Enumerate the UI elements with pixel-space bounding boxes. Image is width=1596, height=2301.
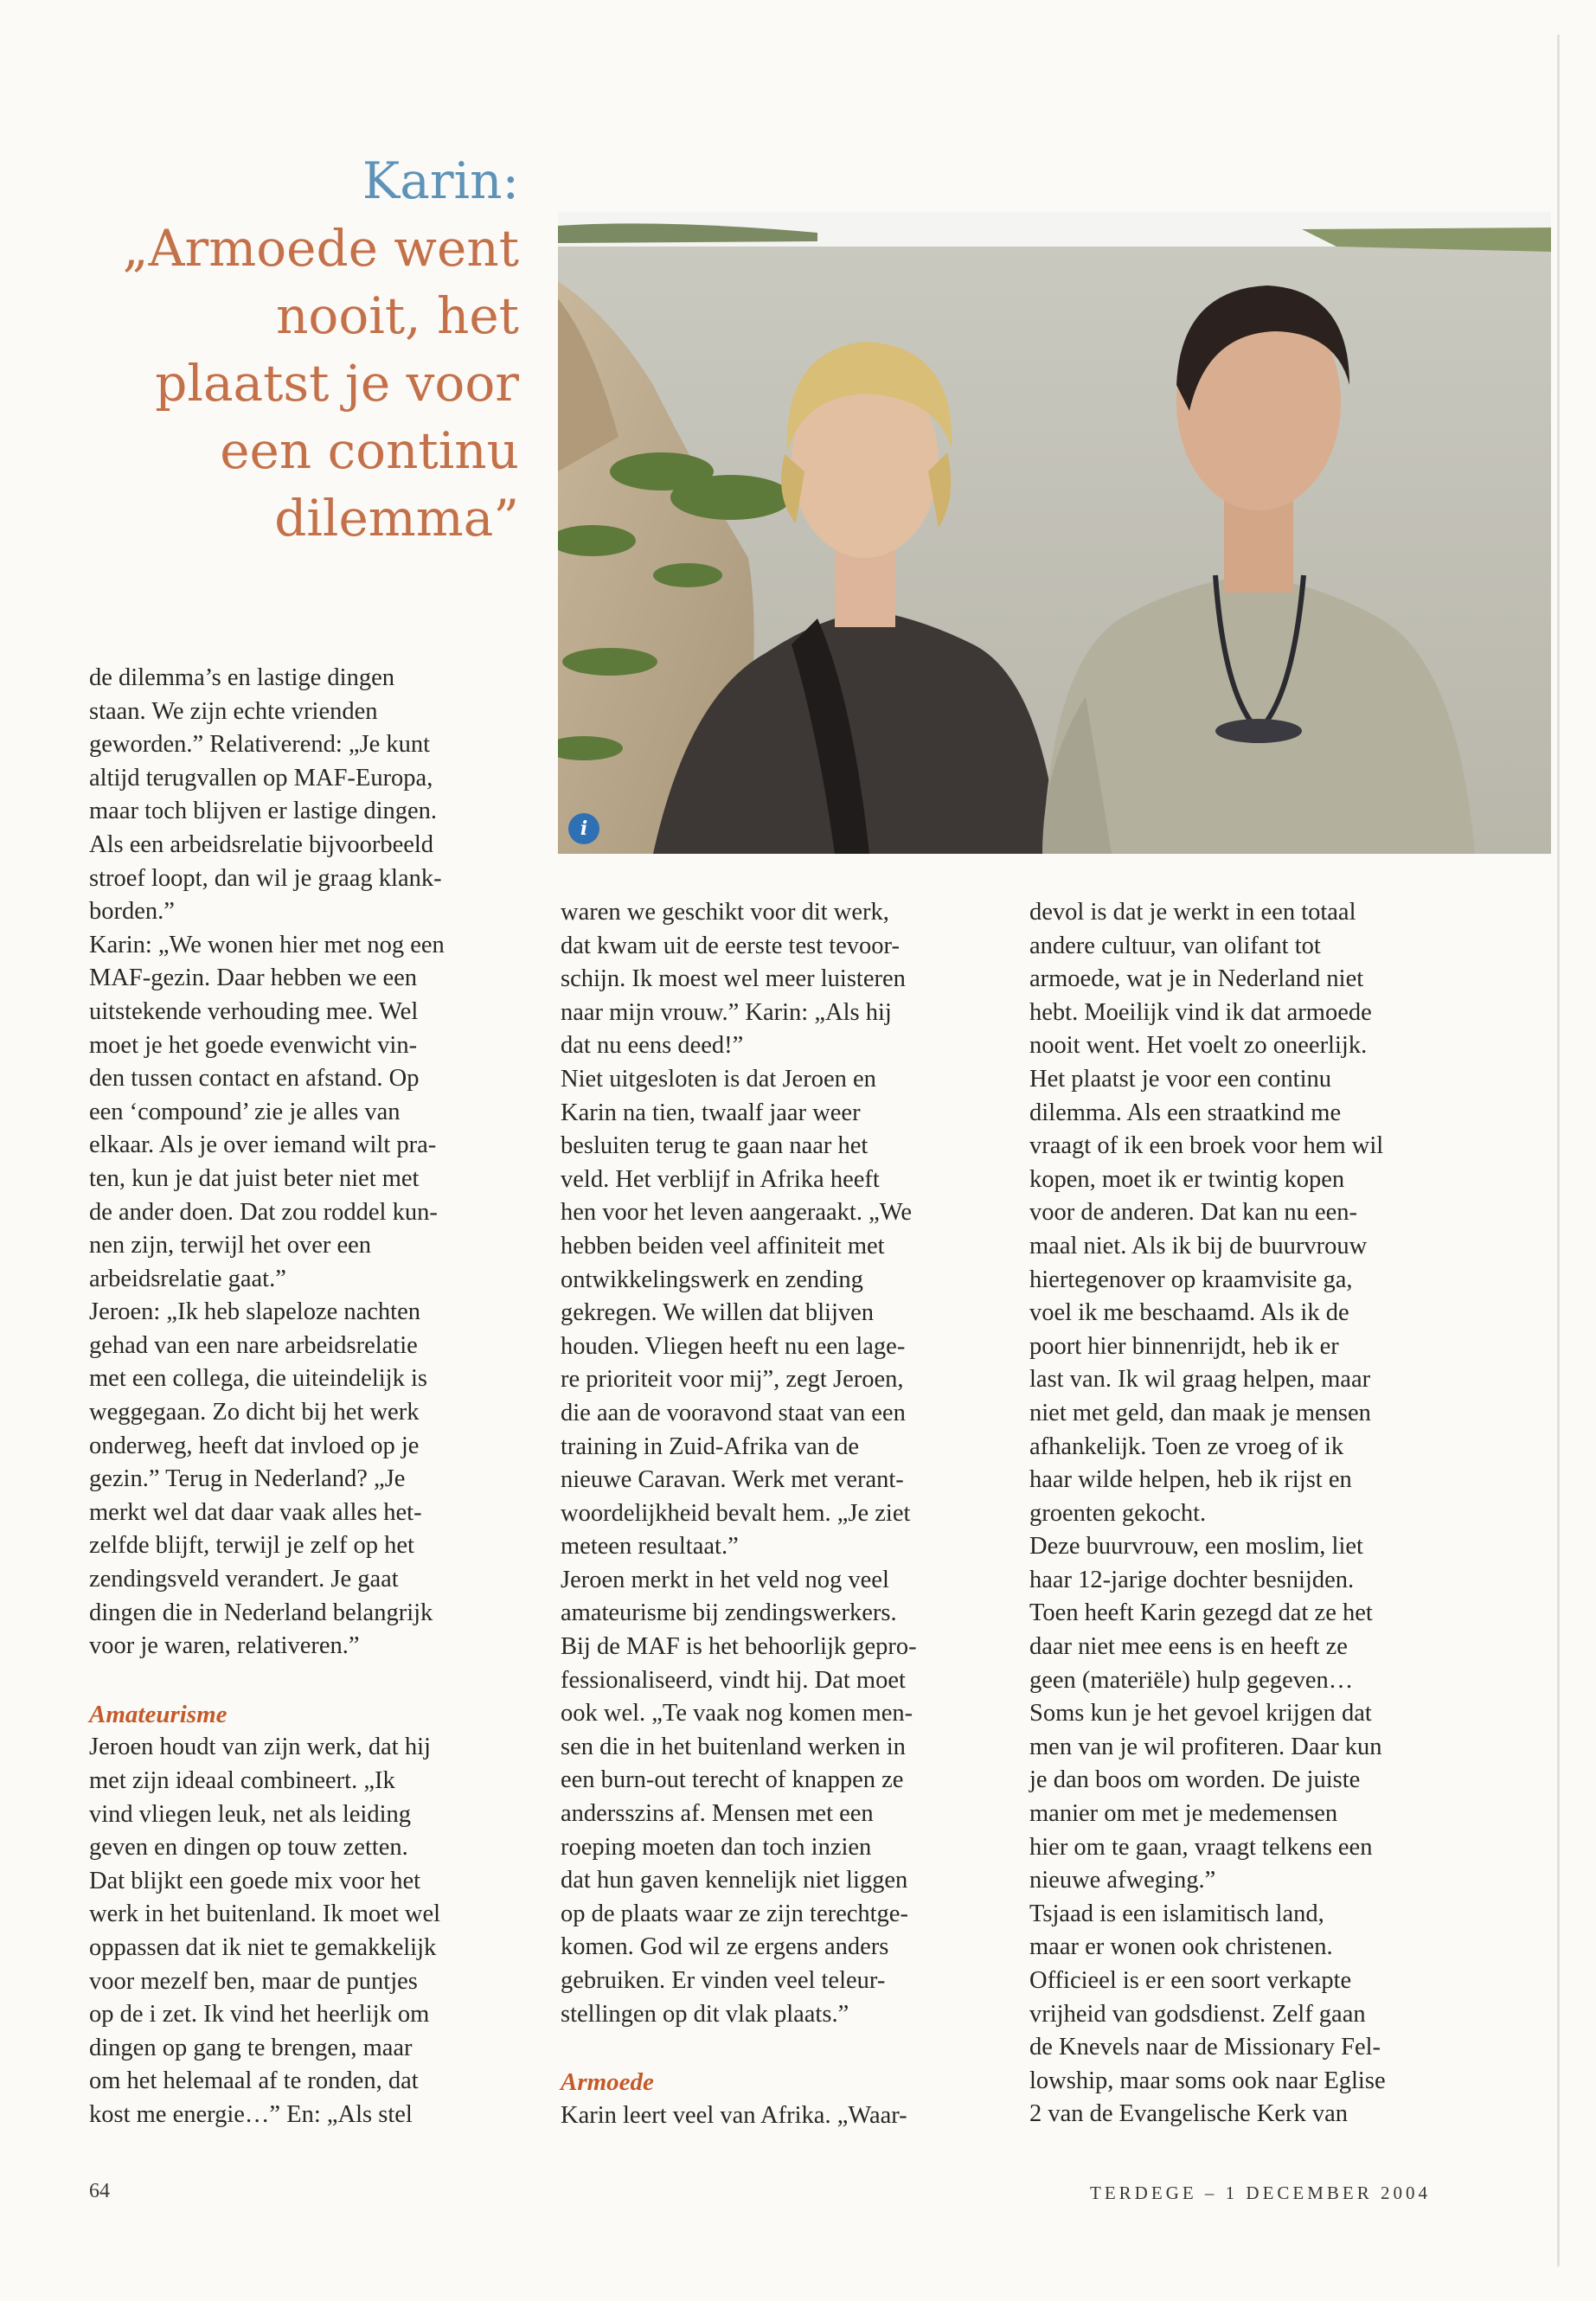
section-heading-armoede: Armoede [561, 2068, 654, 2097]
pull-quote-headline [87, 147, 519, 552]
headline-quote-line: nooit, het [276, 286, 519, 345]
paragraph: Karin: „We wonen hier met nog een MAF-gezin. Daar hebben we een uitstekende verhouding mee. Wel moet je het goede evenwicht vin- den tussen contact en afstand. Op een ‘compound’ zie je alles van elkaar. Als je over iemand wilt pra- ten, kun je dat juist beter niet met de ander doen. Dat zou roddel kun- nen zijn, terwijl het over een arbeidsrelatie gaat.” [89, 931, 445, 1292]
paragraph-spacer [89, 1663, 530, 1696]
paragraph: Jeroen merkt in het veld nog veel amateurisme bij zendingswerkers. Bij de MAF is het behoorlijk gepro- fessionaliseerd, vindt hij. Dat moet ook wel. „Te vaak nog komen men- sen die in het buitenland werken in een burn-out terecht of knappen ze andersszins af. Mensen met een roeping moeten dan toch inzien dat hun gaven kennelijk niet liggen op de plaats waar ze zijn terechtge- komen. God wil ze ergens anders gebruiken. Er vinden veel teleur- stellingen op dit vlak plaats.” [561, 1566, 917, 2028]
headline-quote-line: plaatst je voor [155, 354, 519, 413]
headline-quote-line: „Armoede went [122, 219, 519, 278]
page-edge-shadow [1557, 35, 1560, 2266]
section-heading-amateurisme: Amateurisme [89, 1700, 228, 1728]
paragraph: Tsjaad is een islamitisch land, maar er wonen ook christenen. Officieel is er een soort verkapte vrijheid van godsdienst. Zelf gaan de Knevels naar de Missionary Fel- lowship, maar soms ook naar Eglise 2 van de Evangelische Kerk van [1029, 1900, 1386, 2128]
info-icon: i [568, 813, 599, 844]
paragraph: waren we geschikt voor dit werk, dat kwam uit de eerste test tevoor- schijn. Ik moest wel meer luisteren naar mijn vrouw.” Karin: „Als hij dat nu eens deed!” [561, 899, 906, 1060]
page-number: 64 [89, 2180, 110, 2202]
text-column-2 [561, 896, 1002, 2132]
paragraph: Deze buurvrouw, een moslim, liet haar 12-jarige dochter besnijden. Toen heeft Karin gezegd dat ze het daar niet mee eens is en heeft ze geen (materiële) hulp gegeven… Soms kun je het gevoel krijgen dat men van je wil profiteren. Daar kun je dan boos om worden. De juiste manier om met je medemensen hier om te gaan, vraagt telkens een nieuwe afweging.” [1029, 1533, 1382, 1894]
paragraph: Jeroen: „Ik heb slapeloze nachten gehad van een nare arbeidsrelatie met een collega, die uiteindelijk is weggegaan. Zo dicht bij het werk onderweg, heeft dat invloed op je gezin.” Terug in Nederland? „Je merkt wel dat daar vaak alles het- zelfde blijft, terwijl je zelf op het zendingsveld verandert. Je gaat dingen die in Nederland belangrijk voor je waren, relativeren.” [89, 1298, 433, 1660]
paragraph: Niet uitgesloten is dat Jeroen en Karin na tien, twaalf jaar weer besluiten terug te gaan naar het veld. Het verblijf in Afrika heeft hen voor het leven aangeraakt. „We hebben beiden veel affiniteit met ontwikkelingswerk en zending gekregen. We willen dat blijven houden. Vliegen heeft nu een lage- re prioriteit voor mij”, zegt Jeroen, die aan de vooravond staat van een training in Zuid-Afrika van de nieuwe Caravan. Werk met verant- woordelijkheid bevalt hem. „Je ziet meteen resultaat.” [561, 1065, 912, 1561]
couple-photo [558, 212, 1551, 854]
publication-line: TERDEGE – 1 DECEMBER 2004 [1090, 2182, 1431, 2203]
paragraph: Karin leert veel van Afrika. „Waar- [561, 2101, 907, 2129]
text-column-1 [89, 662, 530, 2132]
paragraph-spacer [561, 2031, 1002, 2064]
paragraph: Jeroen houdt van zijn werk, dat hij met zijn ideaal combineert. „Ik vind vliegen leuk, net als leiding geven en dingen op touw zetten. Dat blijkt een goede mix voor het werk in het buitenland. Ik moet wel oppassen dat ik niet te gemakkelijk voor mezelf ben, maar de puntjes op de i zet. Ik vind het heerlijk om dingen op gang te brengen, maar om het helemaal af te ronden, dat kost me energie…” En: „Als stel [89, 1734, 441, 2128]
headline-quote-line: dilemma” [274, 489, 519, 548]
photo-illustration [558, 212, 1551, 854]
text-column-3 [1029, 896, 1471, 2131]
headline-speaker: Karin: [362, 151, 519, 210]
headline-quote-line: een continu [220, 421, 519, 480]
paragraph: devol is dat je werkt in een totaal andere cultuur, van olifant tot armoede, wat je in Nederland niet hebt. Moeilijk vind ik dat armoede nooit went. Het voelt zo oneerlijk. Het plaatst je voor een continu dilemma. Als een straatkind me vraagt of ik een broek voor hem wil kopen, moet ik er twintig kopen voor de anderen. Dat kan nu een- maal niet. Als ik bij de buurvrouw hiertegenover op kraamvisite ga, voel ik me beschaamd. Als ik de poort hier binnenrijdt, heb ik er last van. Ik wil graag helpen, maar niet met geld, dan maak je mensen afhankelijk. Toen ze vroeg of ik haar wilde helpen, heb ik rijst en groenten gekocht. [1029, 899, 1384, 1527]
paragraph: de dilemma’s en lastige dingen staan. We zijn echte vrienden geworden.” Relativerend: „Je kunt altijd terugvallen op MAF-Europa, maar toch blijven er lastige dingen. Als een arbeidsrelatie bijvoorbeeld stroef loopt, dan wil je graag klank- borden.” [89, 664, 442, 926]
